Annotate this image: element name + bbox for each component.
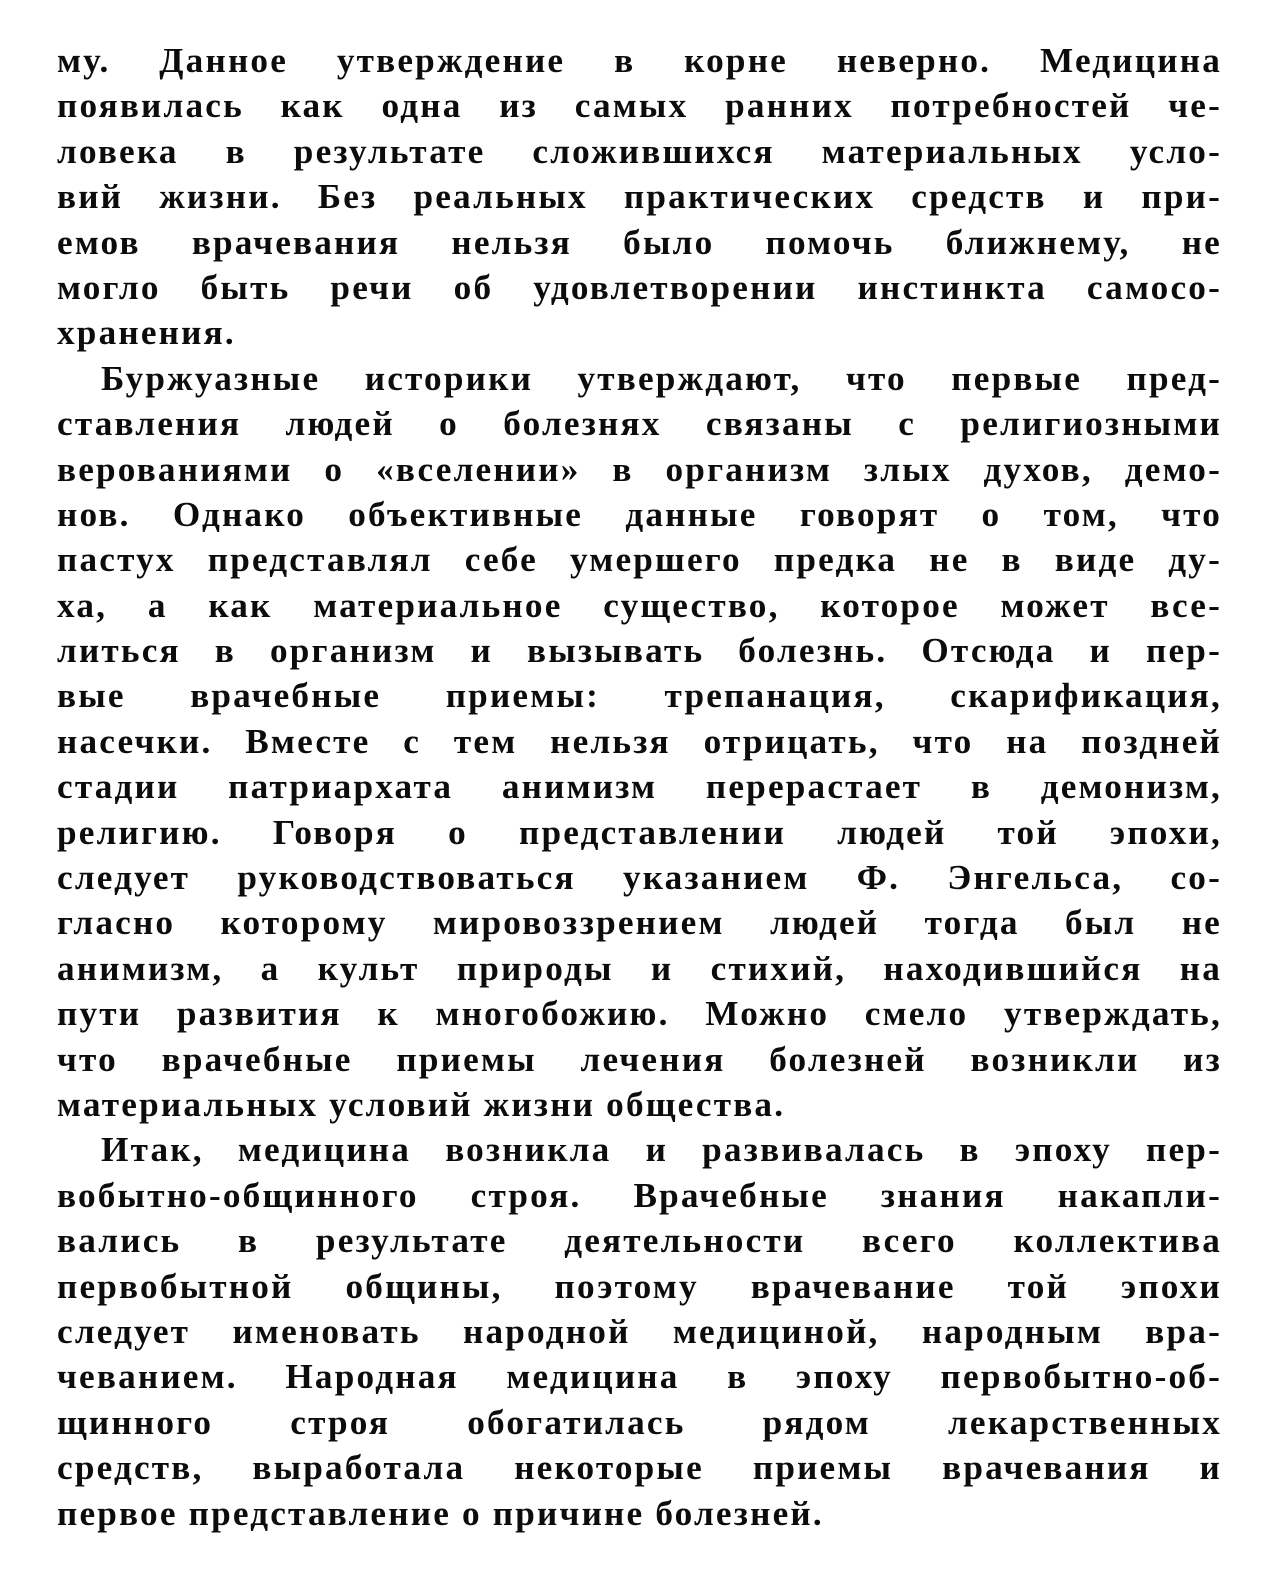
text-line: ставления людей о болезнях связаны с религиозными xyxy=(57,404,1222,444)
text-line: ха, а как материальное существо, которое может все- xyxy=(57,585,1222,625)
text-line: верованиями о «вселении» в организм злых духов, демо- xyxy=(57,449,1222,489)
text-line: насечки. Вместе с тем нельзя отрицать, что на поздней xyxy=(57,721,1222,761)
text-line: Итак, медицина возникла и развивалась в эпоху пер- xyxy=(101,1130,1222,1170)
text-line: следует именовать народной медициной, народным вра- xyxy=(57,1311,1222,1351)
paragraph xyxy=(57,1127,1222,1536)
text-line: чеванием. Народная медицина в эпоху первобытно-об- xyxy=(57,1357,1222,1397)
text-line: религию. Говоря о представлении людей той эпохи, xyxy=(57,812,1222,852)
paragraph xyxy=(57,356,1222,1128)
text-line: емов врачевания нельзя было помочь ближнему, не xyxy=(57,222,1222,262)
text-line: пастух представлял себе умершего предка не в виде ду- xyxy=(57,540,1222,580)
text-line: анимизм, а культ природы и стихий, находившийся на xyxy=(57,948,1222,988)
paragraph xyxy=(57,38,1222,356)
text-line: могло быть речи об удовлетворении инстинкта самосо- xyxy=(57,267,1222,307)
text-line: материальных условий жизни общества. xyxy=(57,1084,786,1124)
text-line: нов. Однако объективные данные говорят о том, что xyxy=(57,494,1222,534)
text-line: ловека в результате сложившихся материальных усло- xyxy=(57,131,1222,171)
page-body xyxy=(57,38,1222,1536)
text-line: вобытно-общинного строя. Врачебные знания накапли- xyxy=(57,1175,1222,1215)
text-line: му. Данное утверждение в корне неверно. Медицина xyxy=(57,41,1222,80)
text-line: что врачебные приемы лечения болезней возникли из xyxy=(57,1039,1222,1079)
text-line: стадии патриархата анимизм перерастает в демонизм, xyxy=(57,767,1222,807)
text-line: щинного строя обогатилась рядом лекарственных xyxy=(57,1402,1222,1442)
text-line: хранения. xyxy=(57,313,236,353)
text-line: литься в организм и вызывать болезнь. Отсюда и пер- xyxy=(57,631,1222,671)
text-line: гласно которому мировоззрением людей тогда был не xyxy=(57,903,1222,943)
text-line: Буржуазные историки утверждают, что первые пред- xyxy=(101,358,1222,398)
text-line: вые врачебные приемы: трепанация, скарификация, xyxy=(57,676,1222,716)
text-line: вий жизни. Без реальных практических средств и при- xyxy=(57,177,1222,217)
text-line: вались в результате деятельности всего коллектива xyxy=(57,1221,1222,1261)
text-line: первобытной общины, поэтому врачевание той эпохи xyxy=(57,1266,1222,1306)
text-line: средств, выработала некоторые приемы врачевания и xyxy=(57,1448,1222,1488)
text-line: первое представление о причине болезней. xyxy=(57,1493,824,1533)
text-line: пути развития к многобожию. Можно смело утверждать, xyxy=(57,994,1222,1034)
text-line: следует руководствоваться указанием Ф. Энгельса, со- xyxy=(57,858,1222,898)
text-line: появилась как одна из самых ранних потребностей че- xyxy=(57,86,1222,126)
